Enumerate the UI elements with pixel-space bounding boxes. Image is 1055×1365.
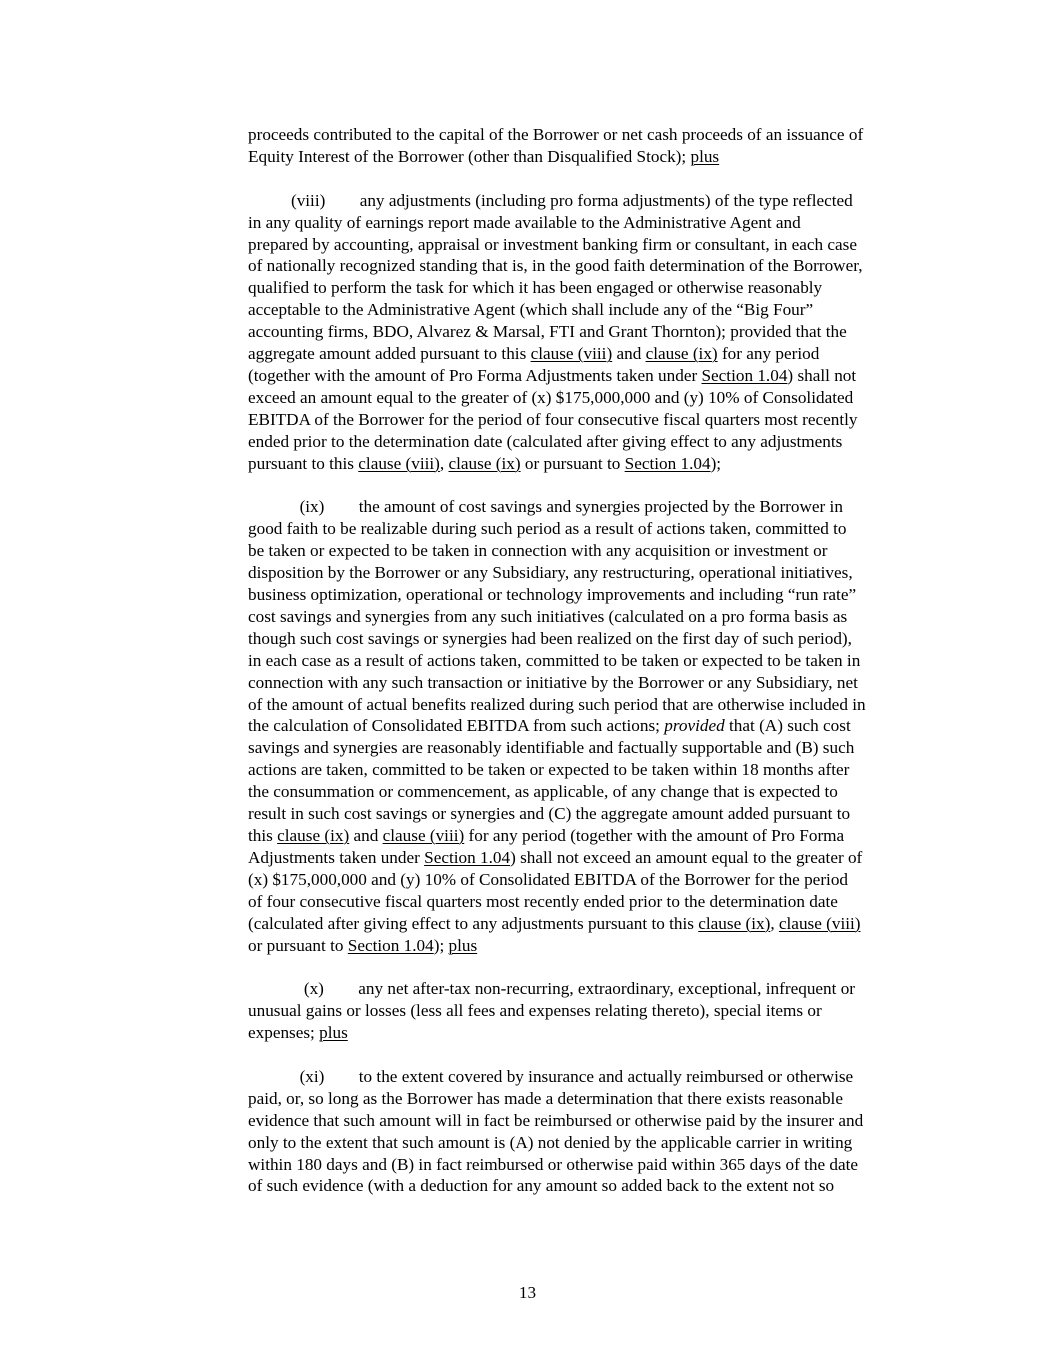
text-line <box>248 847 938 869</box>
text-run: acceptable to the Administrative Agent (which shall include any of the “Big Four” <box>248 300 814 320</box>
text-line <box>248 409 938 431</box>
text-line <box>248 496 938 518</box>
text-line <box>248 321 938 343</box>
cross-reference: plus <box>448 935 478 955</box>
text-run: cost savings and synergies from any such initiatives (calculated on a pro forma basis as <box>248 606 848 626</box>
text-line <box>248 694 938 716</box>
text-line <box>248 1175 938 1197</box>
text-run: exceed an amount equal to the greater of (x) $175,000,000 and (y) 10% of Consolidated <box>248 387 854 407</box>
text-run: the calculation of Consolidated EBITDA from such actions; <box>248 716 665 736</box>
text-run: savings and synergies are reasonably identifiable and factually supportable and (B) such <box>248 738 855 758</box>
emphasis-text: provided <box>664 716 725 736</box>
cross-reference: clause (viii) <box>530 344 613 364</box>
text-run: of such evidence (with a deduction for any amount so added back to the extent not so <box>248 1176 835 1196</box>
text-line <box>248 212 938 234</box>
text-run: accounting firms, BDO, Alvarez & Marsal, FTI and Grant Thornton); provided that the <box>248 322 847 342</box>
text-run: within 180 days and (B) in fact reimbursed or otherwise paid within 365 days of the date <box>248 1154 859 1174</box>
text-run: good faith to be realizable during such period as a result of actions taken, committed to <box>248 519 847 539</box>
text-run: paid, or, so long as the Borrower has made a determination that there exists reasonable <box>248 1088 843 1108</box>
text-run: (xi) to the extent covered by insurance and actually reimbursed or otherwise <box>248 1066 854 1086</box>
cross-reference: clause (ix) <box>448 453 521 473</box>
text-line <box>248 540 938 562</box>
text-run: proceeds contributed to the capital of the Borrower or net cash proceeds of an issuance of <box>248 125 864 144</box>
text-run: (viii) any adjustments (including pro forma adjustments) of the type reflected <box>248 190 853 210</box>
text-line <box>248 1154 938 1176</box>
text-line <box>248 431 938 453</box>
cross-reference: Section 1.04 <box>624 453 711 473</box>
text-run: and <box>349 825 383 845</box>
text-line <box>248 584 938 606</box>
cross-reference: plus <box>319 1023 348 1043</box>
text-run: ) shall not exceed an amount equal to the greater of <box>510 847 863 867</box>
text-line <box>248 803 938 825</box>
text-run: qualified to perform the task for which it has been engaged or otherwise reasonably <box>248 278 823 298</box>
text-run: evidence that such amount will in fact be reimbursed or otherwise paid by the insurer and <box>248 1110 864 1130</box>
text-line <box>248 606 938 628</box>
text-line <box>248 869 938 891</box>
paragraph-clause-x <box>248 978 938 1044</box>
cross-reference: Section 1.04 <box>424 847 511 867</box>
text-run: ); <box>710 453 722 473</box>
text-line <box>248 891 938 913</box>
text-run: ended prior to the determination date (calculated after giving effect to any adjustments <box>248 431 843 451</box>
cross-reference: clause (viii) <box>382 825 465 845</box>
text-line <box>248 1088 938 1110</box>
text-run: expenses; <box>248 1023 320 1043</box>
cross-reference: clause (ix) <box>277 825 350 845</box>
text-run: result in such cost savings or synergies and (C) the aggregate amount added pursuant to <box>248 804 851 824</box>
text-run: only to the extent that such amount is (A) not denied by the applicable carrier in writing <box>248 1132 853 1152</box>
text-run: for any period (together with the amount of Pro Forma <box>464 825 845 845</box>
cross-reference: Section 1.04 <box>701 365 788 385</box>
text-run: of four consecutive fiscal quarters most recently ended prior to the determination date <box>248 891 838 911</box>
text-line <box>248 1110 938 1132</box>
text-run: of nationally recognized standing that is, in the good faith determination of the Borrower, <box>248 256 863 276</box>
text-run: business optimization, operational or technology improvements and including “run rate” <box>248 585 857 604</box>
text-run: (calculated after giving effect to any adjustments pursuant to this <box>248 913 699 933</box>
text-run: ); <box>433 935 449 955</box>
text-line <box>248 935 938 957</box>
text-run: pursuant to this <box>248 453 359 473</box>
text-line <box>248 737 938 759</box>
text-line <box>248 628 938 650</box>
text-run: for any period <box>717 344 820 364</box>
text-run: or pursuant to <box>520 453 625 473</box>
text-line <box>248 759 938 781</box>
text-run: this <box>248 825 278 845</box>
document-body <box>248 124 938 1197</box>
text-line <box>248 518 938 540</box>
text-line <box>248 234 938 256</box>
cross-reference: clause (viii) <box>358 453 440 473</box>
paragraph-clause-ix <box>248 496 938 956</box>
text-line <box>248 1066 938 1088</box>
text-run: though such cost savings or synergies had been realized on the first day of such period), <box>248 628 852 648</box>
page-number: 13 <box>518 1283 537 1302</box>
text-line <box>248 650 938 672</box>
text-line <box>248 277 938 299</box>
text-run: be taken or expected to be taken in connection with any acquisition or investment or <box>248 541 828 561</box>
text-run: connection with any such transaction or initiative by the Borrower or any Subsidiary, net <box>248 672 858 692</box>
text-line <box>248 343 938 365</box>
text-line <box>248 562 938 584</box>
text-run: actions are taken, committed to be taken or expected to be taken within 18 months after <box>248 760 850 780</box>
paragraph-clause-viii <box>248 190 938 475</box>
cross-reference: Section 1.04 <box>347 935 434 955</box>
paragraph-clause-xi <box>248 1066 938 1197</box>
text-run: (together with the amount of Pro Forma Adjustments taken under <box>248 365 702 385</box>
text-run: EBITDA of the Borrower for the period of four consecutive fiscal quarters most recently <box>248 409 858 429</box>
text-line <box>248 146 938 168</box>
text-run: unusual gains or losses (less all fees and expenses relating thereto), special items or <box>248 1001 822 1021</box>
cross-reference: clause (ix) <box>698 913 771 933</box>
text-run: or pursuant to <box>248 935 348 955</box>
text-line <box>248 1132 938 1154</box>
text-line <box>248 387 938 409</box>
cross-reference: clause (viii) <box>778 913 861 933</box>
text-line <box>248 365 938 387</box>
text-run: (ix) the amount of cost savings and synergies projected by the Borrower in <box>248 497 843 517</box>
paragraph-carryover <box>248 124 938 168</box>
text-run: in any quality of earnings report made available to the Administrative Agent and <box>248 212 801 232</box>
text-run: , <box>439 453 449 473</box>
text-run: (x) $175,000,000 and (y) 10% of Consolidated EBITDA of the Borrower for the period <box>248 869 849 889</box>
text-run: and <box>612 344 646 364</box>
text-run: that (A) such cost <box>724 716 851 736</box>
text-run: of the amount of actual benefits realized during such period that are otherwise included in <box>248 694 866 714</box>
text-run: Equity Interest of the Borrower (other than Disqualified Stock); <box>248 146 691 166</box>
text-run: Adjustments taken under <box>248 847 425 867</box>
text-line <box>248 781 938 803</box>
text-line <box>248 913 938 935</box>
text-line <box>248 1022 938 1044</box>
text-run: prepared by accounting, appraisal or investment banking firm or consultant, in each case <box>248 234 857 254</box>
text-run: (x) any net after-tax non-recurring, extraordinary, exceptional, infrequent or <box>248 979 856 999</box>
text-run: disposition by the Borrower or any Subsidiary, any restructuring, operational initiatives, <box>248 563 853 583</box>
text-line <box>248 825 938 847</box>
text-run: ) shall not <box>787 365 857 385</box>
text-line <box>248 715 938 737</box>
text-line <box>248 978 938 1000</box>
text-line <box>248 190 938 212</box>
text-run: the consummation or commencement, as applicable, of any change that is expected to <box>248 782 838 802</box>
text-run: , <box>770 913 779 933</box>
text-line <box>248 1000 938 1022</box>
text-line <box>248 453 938 475</box>
text-run: in each case as a result of actions taken, committed to be taken or expected to be taken in <box>248 650 861 670</box>
text-line <box>248 255 938 277</box>
text-line <box>248 299 938 321</box>
text-line <box>248 672 938 694</box>
cross-reference: plus <box>690 146 720 166</box>
text-line <box>248 124 938 146</box>
cross-reference: clause (ix) <box>645 344 718 364</box>
text-run: aggregate amount added pursuant to this <box>248 344 531 364</box>
